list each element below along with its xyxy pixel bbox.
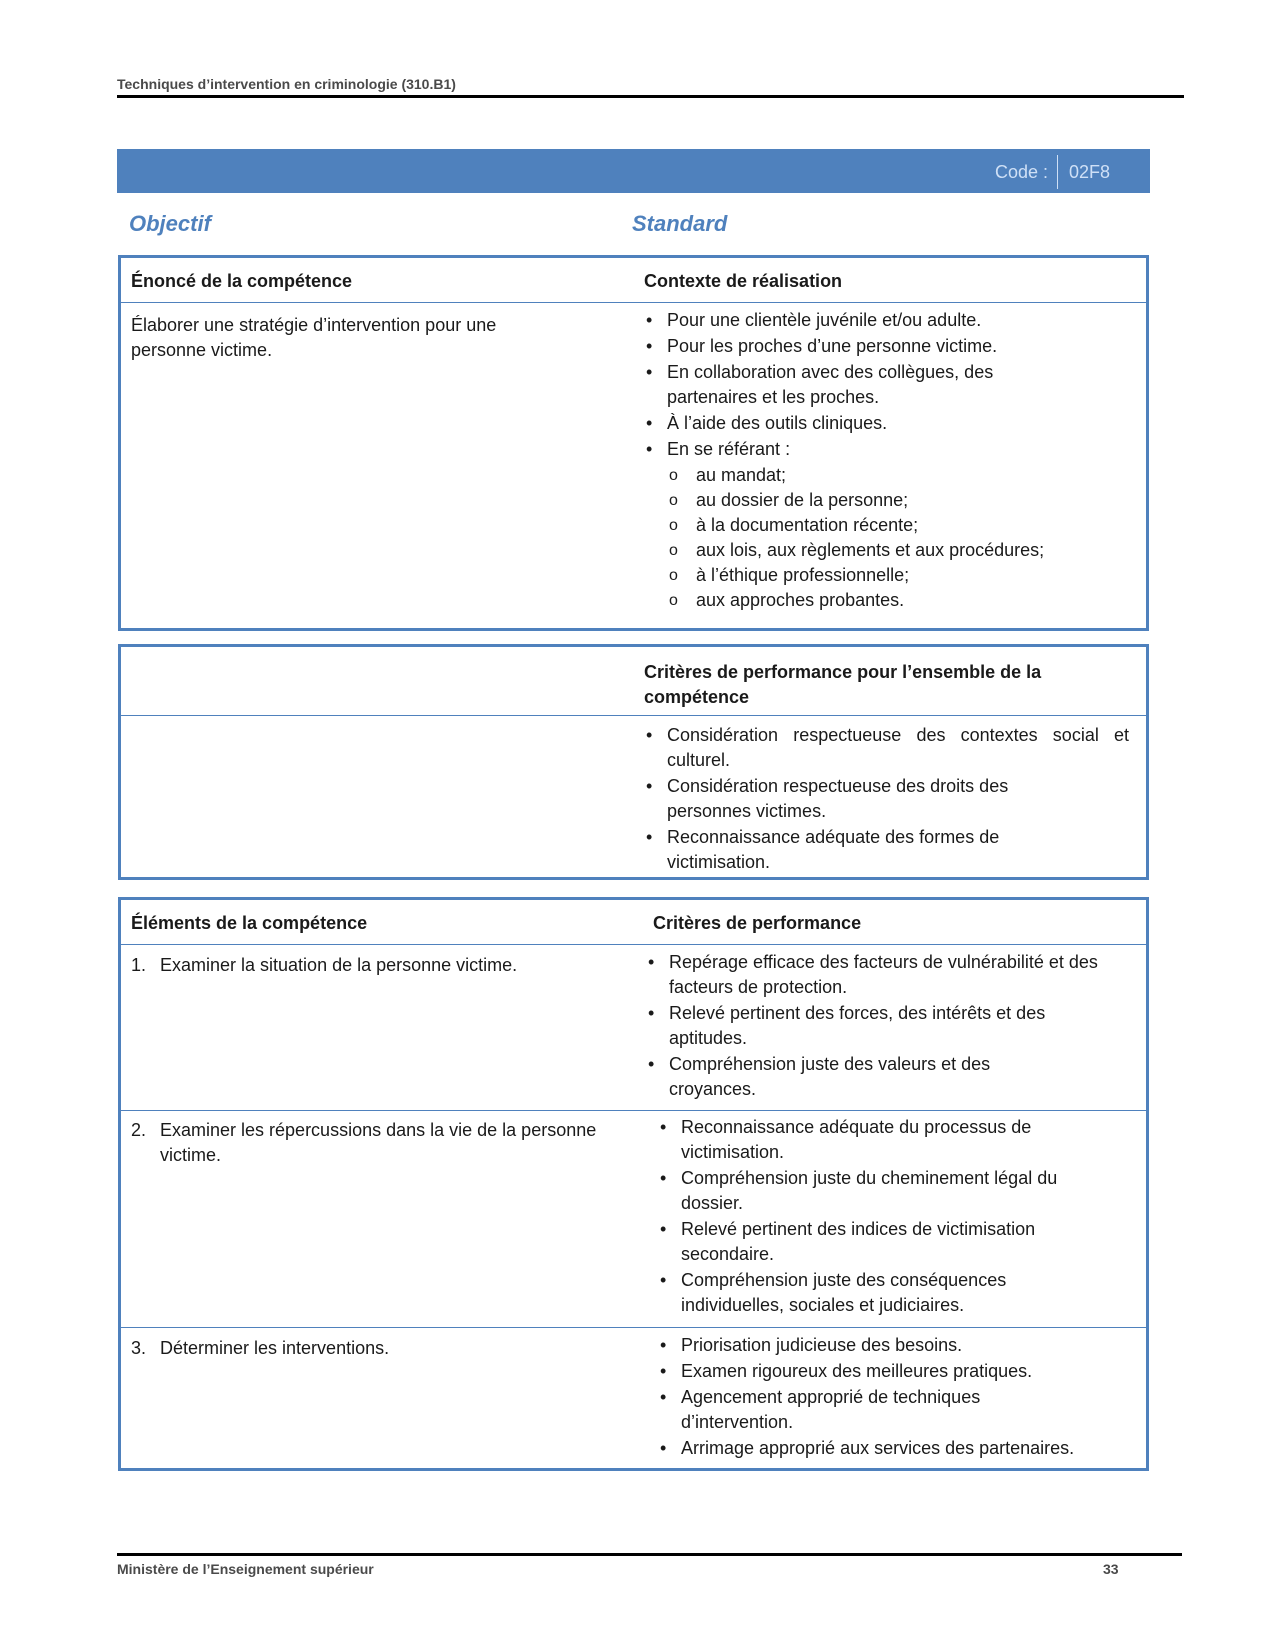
page-number: 33 <box>1103 1561 1119 1577</box>
ensemble-divider <box>121 715 1146 716</box>
ensemble-item: • Reconnaissance adéquate des formes de victimisation. <box>644 825 1087 875</box>
criteria-list <box>658 1115 1123 1319</box>
contexte-item: • Pour une clientèle juvénile et/ou adulte. <box>644 308 1134 333</box>
contexte-item: • À l’aide des outils cliniques. <box>644 411 1134 436</box>
enonce-heading: Énoncé de la compétence <box>131 271 353 291</box>
elements-table <box>118 897 1149 1471</box>
footer-rule <box>117 1553 1182 1556</box>
ensemble-table <box>118 644 1149 880</box>
standard-title: Standard <box>632 211 728 236</box>
code-value: 02F8 <box>1068 162 1110 182</box>
footer-ministry: Ministère de l’Enseignement supérieur <box>117 1561 374 1577</box>
contexte-subitem: o au mandat; <box>644 463 1134 488</box>
row-divider <box>121 1110 1146 1111</box>
element-number: 2. <box>131 1120 147 1140</box>
element-text: Examiner la situation de la personne victime. <box>160 955 518 975</box>
criteria-list <box>646 950 1116 1103</box>
header-divider <box>121 302 1146 303</box>
contexte-item: • Pour les proches d’une personne victime. <box>644 334 1134 359</box>
criteria-item: • Compréhension juste du cheminement légal du dossier. <box>658 1166 1123 1216</box>
code-label: Code : <box>994 162 1048 182</box>
element-text: Déterminer les interventions. <box>160 1338 390 1358</box>
code-separator <box>1057 155 1058 189</box>
header-rule <box>117 95 1184 98</box>
contexte-subitem: o aux approches probantes. <box>644 588 1134 613</box>
contexte-list <box>644 308 1134 613</box>
row-divider <box>121 1327 1146 1328</box>
criteria-item: • Compréhension juste des valeurs et des croyances. <box>646 1052 1059 1102</box>
criteria-item: • Arrimage approprié aux services des partenaires. <box>658 1436 1128 1461</box>
ensemble-item: • Considération respectueuse des droits des personnes victimes. <box>644 774 1087 824</box>
enonce-text: Élaborer une stratégie d’intervention pour une personne victime. <box>131 315 497 360</box>
criteria-list <box>658 1333 1128 1462</box>
ensemble-item: • Considération respectueuse des contextes social et culturel. <box>644 723 1129 773</box>
ensemble-list <box>644 723 1129 876</box>
contexte-item: • En se référant : <box>644 437 1134 462</box>
criteres-heading: Critères de performance <box>653 913 862 933</box>
criteria-item: • Relevé pertinent des forces, des intérêts et des aptitudes. <box>646 1001 1116 1051</box>
code-band <box>117 149 1150 193</box>
criteria-item: • Relevé pertinent des indices de victimisation secondaire. <box>658 1217 1123 1267</box>
element-number: 1. <box>131 955 147 975</box>
elements-header-divider <box>121 944 1146 945</box>
contexte-subitem: o au dossier de la personne; <box>644 488 1134 513</box>
criteria-item: • Examen rigoureux des meilleures pratiques. <box>658 1359 1128 1384</box>
element-item <box>131 1336 630 1361</box>
program-title: Techniques d’intervention en criminologie (310.B1) <box>117 76 456 92</box>
criteria-item: • Repérage efficace des facteurs de vulnérabilité et des facteurs de protection. <box>646 950 1116 1000</box>
contexte-subitem: o aux lois, aux règlements et aux procédures; <box>644 538 1134 563</box>
element-item <box>131 953 630 978</box>
objectif-title: Objectif <box>129 211 211 236</box>
criteria-item: • Priorisation judicieuse des besoins. <box>658 1333 1128 1358</box>
contexte-item: • En collaboration avec des collègues, des partenaires et les proches. <box>644 360 1047 410</box>
criteria-item: • Compréhension juste des conséquences individuelles, sociales et judiciaires. <box>658 1268 1091 1318</box>
contexte-subitem: o à l’éthique professionnelle; <box>644 563 1134 588</box>
contexte-subitem: o à la documentation récente; <box>644 513 1134 538</box>
elements-heading: Éléments de la compétence <box>131 913 368 933</box>
contexte-heading: Contexte de réalisation <box>644 271 843 291</box>
element-item <box>131 1118 620 1168</box>
ensemble-heading: Critères de performance pour l’ensemble de la compétence <box>644 662 1042 707</box>
element-number: 3. <box>131 1338 147 1358</box>
criteria-item: • Reconnaissance adéquate du processus de victimisation. <box>658 1115 1123 1165</box>
criteria-item: • Agencement approprié de techniques d’intervention. <box>658 1385 1061 1435</box>
enonce-contexte-table <box>118 255 1149 631</box>
element-text: Examiner les répercussions dans la vie de la personne victime. <box>160 1120 597 1165</box>
